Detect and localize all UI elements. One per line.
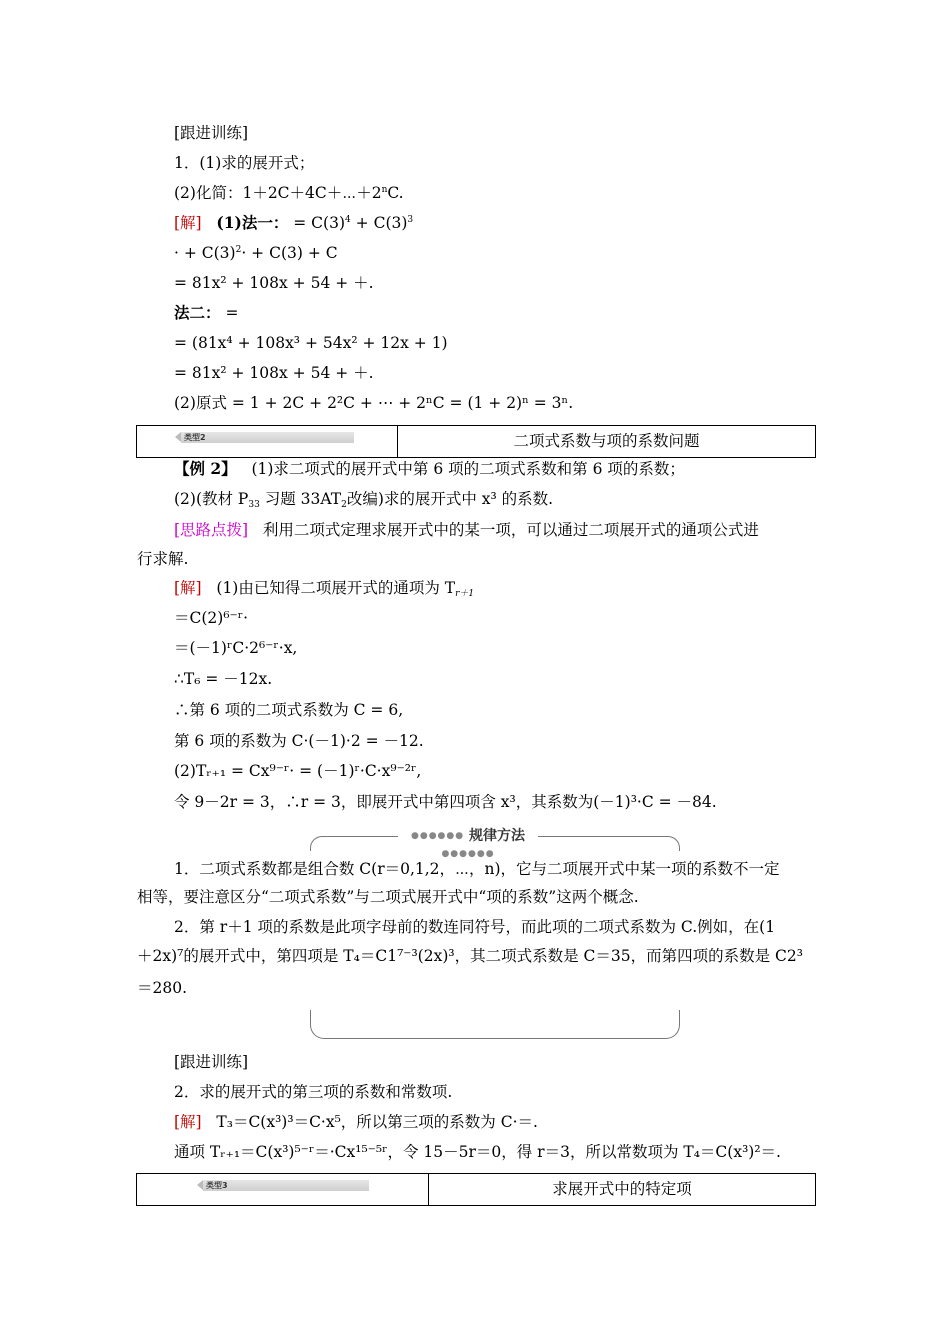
example-label: 【例 2】: [174, 459, 237, 478]
example-2-question-1: 【例 2】 (1)求二项式的展开式中第 6 项的二项式系数和第 6 项的系数；: [174, 459, 685, 478]
question-2-solution-line-1: [解] T₃＝C(x³)³＝C·x⁵，所以第三项的系数为 C·＝.: [174, 1113, 538, 1131]
example-solution-line-4: ∴T₆ = －12x.: [174, 670, 273, 688]
example-solution-line-8: 令 9－2r = 3，∴r = 3，即展开式中第四项含 x³，其系数为(－1)³·C = －84.: [174, 793, 717, 811]
hint-line-1: [思路点拨] 利用二项式定理求展开式中的某一项，可以通过二项展开式的通项公式进: [174, 521, 759, 539]
example-solution-line-7: (2)Tᵣ₊₁ = Cx⁹⁻ʳ· = (－1)ʳ·C·x⁹⁻²ʳ,: [174, 762, 422, 780]
type-2-tag-cell: [137, 426, 398, 457]
question-2-solution-line-2: 通项 Tᵣ₊₁＝C(x³)⁵⁻ʳ＝·Cx¹⁵⁻⁵ʳ，令 15－5r＝0，得 r＝3，所以常数项为 T₄＝C(x³)²＝.: [174, 1143, 781, 1161]
question-2: 2．求的展开式的第三项的系数和常数项.: [174, 1083, 453, 1101]
method-frame-bottom: [310, 1010, 680, 1039]
method-point-1-line-2: 相等，要注意区分“二项式系数”与二项式展开式中“项的系数”这两个概念.: [137, 888, 639, 906]
solution-tag: [解]: [174, 214, 202, 232]
type-3-tag: 类型3: [203, 1180, 369, 1191]
type-3-header: [136, 1173, 816, 1206]
type-2-header: [136, 425, 816, 458]
example-solution-line-5: ∴第 6 项的二项式系数为 C = 6,: [174, 701, 404, 719]
example-2-question-2: (2)(教材 $P_{33}$ 习题 $33AT_2$改编)求的展开式中 x³ 的系数.: [174, 490, 554, 510]
method-2-line-2: = 81x² + 108x + 54 + ＋.: [174, 364, 374, 382]
follow-up-heading: [跟进训练]: [174, 124, 249, 142]
solution-line-1: [解] (1)法一： = $C(3)^4 + C(3)^3$: [174, 213, 414, 232]
solution-line-3: = 81x² + 108x + 54 + ＋.: [174, 274, 374, 292]
type-2-title: 二项式系数与项的系数问题: [513, 432, 700, 450]
solution-line-2: · + $C(3)^2\cdot + C(3) + C$: [174, 244, 338, 262]
solution-tag: [解]: [174, 579, 202, 597]
hint-line-2: 行求解.: [137, 550, 189, 568]
solution-tag: [解]: [174, 1113, 202, 1131]
method-point-2-line-1: 2．第 r＋1 项的系数是此项字母前的数连同符号，而此项的二项式系数为 C.例如，在(1: [174, 918, 776, 936]
method-point-2-line-3: ＝280.: [137, 979, 188, 997]
method-2-line: 法二： =: [174, 303, 239, 322]
example-solution-line-2: ＝C(2)⁶⁻ʳ·: [174, 609, 249, 627]
example-solution-line-6: 第 6 项的系数为 C·(－1)·2 = －12.: [174, 732, 424, 750]
method-point-1-line-1: 1．二项式系数都是组合数 C(r＝0,1,2，⋯，n)，它与二项展开式中某一项的系数不一定: [174, 860, 780, 878]
hint-tag: [思路点拨]: [174, 521, 249, 539]
type-3-tag-cell: [137, 1174, 429, 1205]
method-point-2-line-2: ＋2x)⁷的展开式中，第四项是 T₄＝C1⁷⁻³(2x)³，其二项式系数是 C＝35，而第四项的系数是 C2³: [137, 947, 803, 965]
question-1-part-1: 1．(1)求的展开式；: [174, 154, 315, 172]
method-title: ●●●●●● 规律方法 ●●●●●●: [398, 827, 538, 863]
part-2-solution: (2)原式 = 1 + 2C + 2²C + ⋯ + 2ⁿC = (1 + 2)ⁿ = 3ⁿ.: [174, 394, 574, 412]
type-2-tag: 类型2: [181, 432, 354, 443]
question-1-part-2: (2)化简：$1+2C+4C+\cdots+2^nC$.: [174, 184, 404, 202]
example-solution-line-3: ＝(－1)ʳC·2⁶⁻ʳ·x,: [174, 639, 298, 657]
type-3-title: 求展开式中的特定项: [552, 1180, 692, 1198]
follow-up-heading-2: [跟进训练]: [174, 1053, 249, 1071]
example-solution-line-1: [解] (1)由已知得二项展开式的通项为 $T_{r+1}$: [174, 579, 475, 599]
method-2-line-1: = (81x⁴ + 108x³ + 54x² + 12x + 1): [174, 334, 448, 352]
